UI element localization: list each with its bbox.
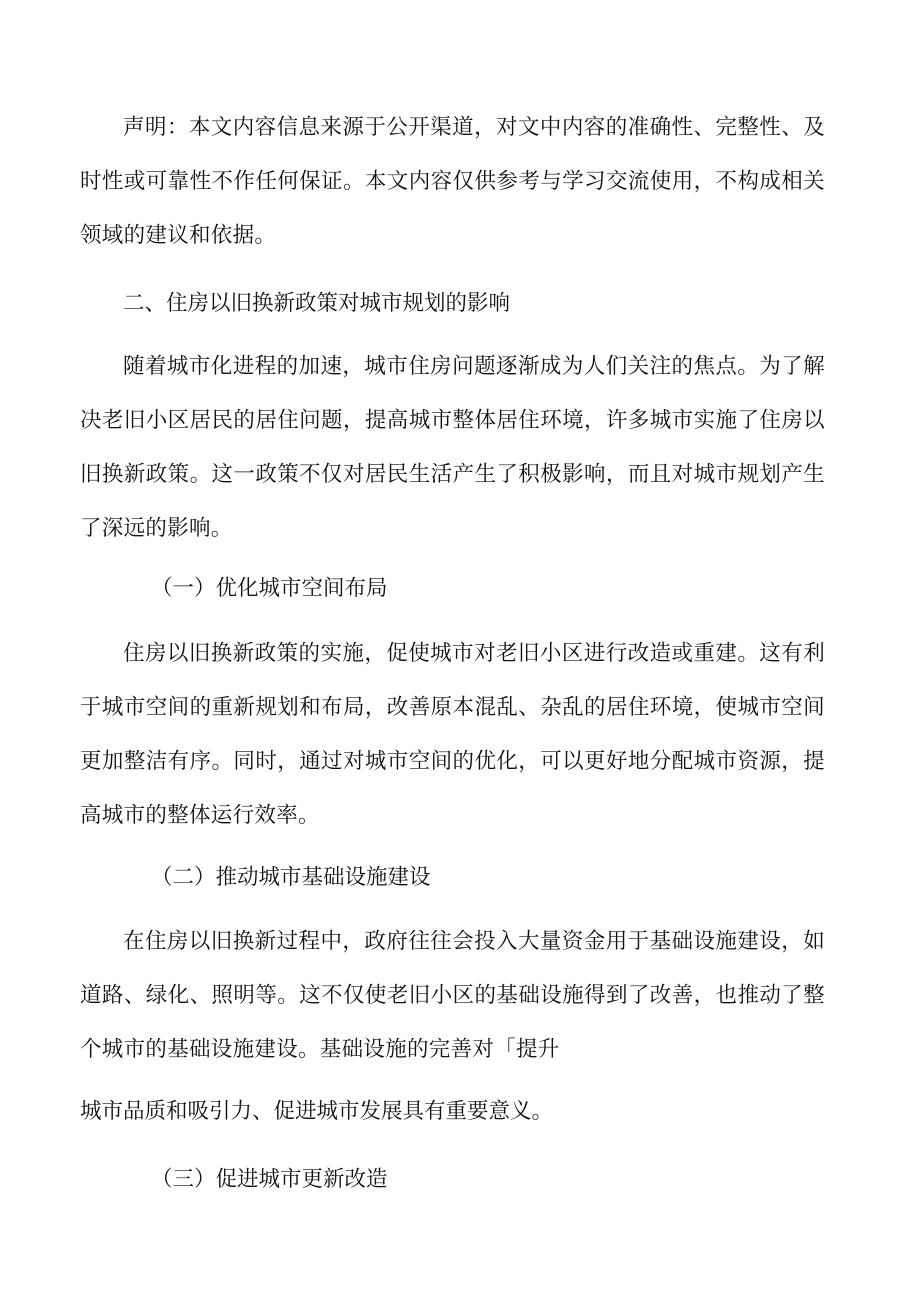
- subsection-2-title: （二）推动城市基础设施建设: [150, 865, 431, 890]
- subsection-1-body: 住房以旧换新政策的实施，促使城市对老旧小区进行改造或重建。这有利于城市空间的重新规划和布局，改善原本混乱、杂乱的居住环境，使城市空间更加整洁有序。同时，通过对城市空间的优化，可以更好地分配城市资源，提高城市的整体运行效率。: [80, 641, 825, 828]
- subsection-2-continuation: 城市品质和吸引力、促进城市发展具有重要意义。: [80, 1099, 554, 1124]
- section-title: 二、住房以旧换新政策对城市规划的影响: [123, 291, 511, 316]
- subsection-1-title: （一）优化城市空间布局: [150, 576, 388, 601]
- disclaimer-paragraph: 声明：本文内容信息来源于公开渠道，对文中内容的准确性、完整性、及时性或可靠性不作任何保证。本文内容仅供参考与学习交流使用，不构成相关领域的建议和依据。: [80, 115, 825, 248]
- intro-paragraph: 随着城市化进程的加速，城市住房问题逐渐成为人们关注的焦点。为了解决老旧小区居民的居住问题，提高城市整体居住环境，许多城市实施了住房以旧换新政策。这一政策不仅对居民生活产生了积极影响，而且对城市规划产生了深远的影响。: [80, 354, 825, 541]
- subsection-2-body: 在住房以旧换新过程中，政府往往会投入大量资金用于基础设施建设，如道路、绿化、照明等。这不仅使老旧小区的基础设施得到了改善，也推动了整个城市的基础设施建设。基础设施的完善对「提升: [80, 929, 825, 1062]
- subsection-3-title: （三）促进城市更新改造: [150, 1167, 388, 1192]
